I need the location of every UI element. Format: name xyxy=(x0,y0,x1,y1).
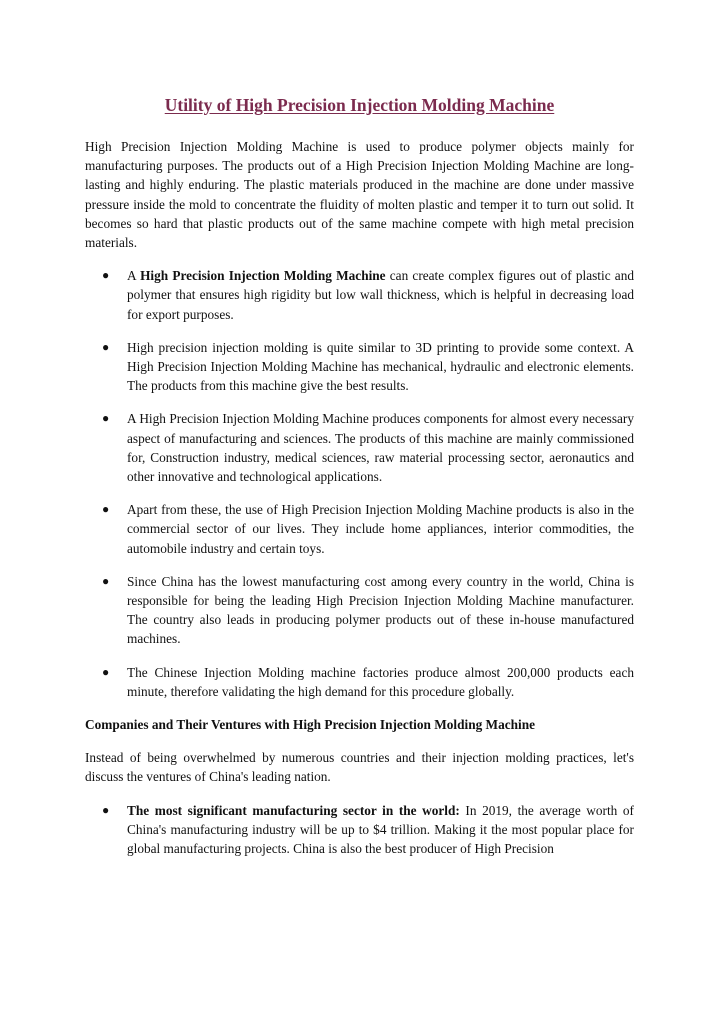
list-item xyxy=(85,409,634,486)
intro-paragraph: High Precision Injection Molding Machine is used to produce polymer objects mainly for manufacturing purposes. The products out of a High Precision Injection Molding Machine are long-lasting and highly enduring. The plastic materials produced in the machine are done under massive pressure inside the mold to concentrate the fluidity of molten plastic and temper it to turn out solid. It becomes so hard that plastic products out of the same machine compete with high metal precision materials. xyxy=(85,139,634,251)
list-item xyxy=(85,572,634,649)
bullet-bold-text: The most significant manufacturing sector in the world: xyxy=(127,802,460,818)
document-title: Utility of High Precision Injection Molding Machine xyxy=(164,95,555,115)
bullet-icon: ● xyxy=(102,411,110,426)
section-bullet-list xyxy=(85,801,634,859)
list-item xyxy=(85,266,634,324)
feature-bullet-list xyxy=(85,266,634,701)
list-item xyxy=(85,801,634,859)
bullet-text: Apart from these, the use of High Precision Injection Molding Machine products is also in the commercial sector of our lives. They include home appliances, interior commodities, the automobile industry and certain toys. xyxy=(127,502,634,556)
bullet-bold-text: High Precision Injection Molding Machine xyxy=(140,268,386,284)
bullet-text: can create complex figures out of plastic and polymer that ensures high rigidity but low wall thickness, which is helpful in decreasing load for export purposes. xyxy=(127,268,634,322)
bullet-icon: ● xyxy=(102,339,110,354)
bullet-text: High precision injection molding is quite similar to 3D printing to provide some context. A High Precision Injection Molding Machine has mechanical, hydraulic and electronic elements. The products from this machine give the best results. xyxy=(127,339,634,394)
bullet-text: In 2019, the average worth of China's manufacturing industry will be up to $4 trillion. Making it the most popular place for global manufacturing projects. China is also the best producer of High Precision xyxy=(127,802,634,857)
bullet-icon: ● xyxy=(102,502,110,517)
bullet-icon: ● xyxy=(102,802,110,817)
list-item xyxy=(85,663,634,701)
bullet-text: A High Precision Injection Molding Machine produces components for almost every necessary aspect of manufacturing and sciences. The products of this machine are mainly commissioned for, Construction industry, medical sciences, raw material processing sector, aeronautics and other innovative and technological applications. xyxy=(127,411,634,485)
section-intro-paragraph: Instead of being overwhelmed by numerous countries and their injection molding practices, let's discuss the ventures of China's leading nation. xyxy=(85,750,634,785)
bullet-prefix: A xyxy=(127,268,141,284)
bullet-icon: ● xyxy=(102,268,110,283)
list-item xyxy=(85,338,634,396)
document-page xyxy=(0,95,720,1026)
section-heading: Companies and Their Ventures with High Precision Injection Molding Machine xyxy=(85,717,536,733)
bullet-text: Since China has the lowest manufacturing cost among every country in the world, China is responsible for being the leading High Precision Injection Molding Machine manufacturer. The country also leads in producing polymer products out of these in-house manufactured machines. xyxy=(127,573,634,647)
bullet-text: The Chinese Injection Molding machine factories produce almost 200,000 products each minute, therefore validating the high demand for this procedure globally. xyxy=(127,664,634,699)
list-item xyxy=(85,500,634,558)
bullet-icon: ● xyxy=(102,573,110,588)
bullet-icon: ● xyxy=(102,664,110,679)
